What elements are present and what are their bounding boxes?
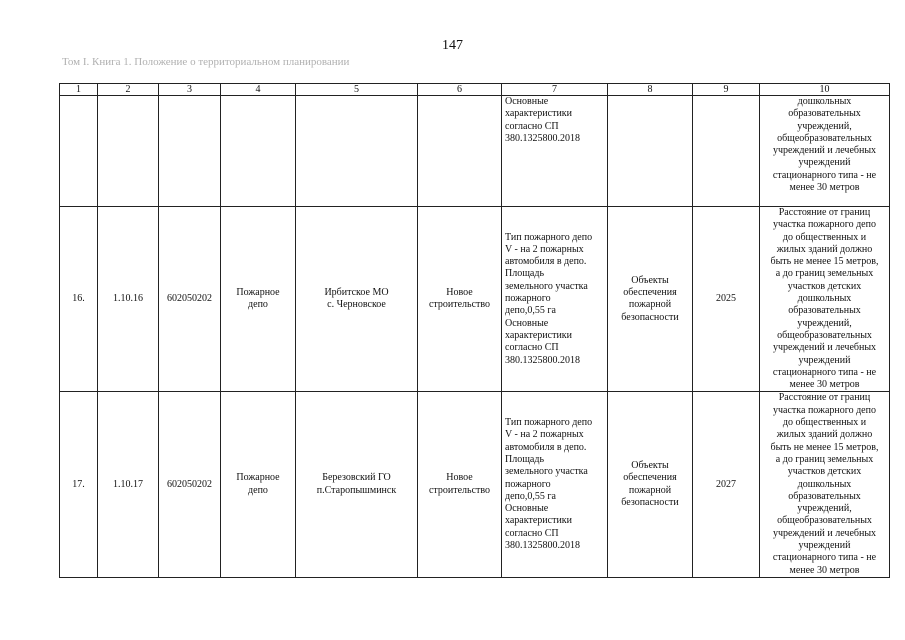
- text-line: учреждений и лечебных: [772, 145, 877, 157]
- text-line: до общественных и: [782, 417, 867, 429]
- text-line: участка пожарного депо: [773, 219, 876, 231]
- text-line: а до границ земельных: [775, 268, 874, 280]
- text-line: безопасности: [621, 496, 679, 508]
- okved-cell: 602050202: [159, 207, 221, 392]
- text-line: участков детских: [787, 466, 862, 478]
- text-line: образовательных: [788, 305, 861, 317]
- object-name-cell: [221, 392, 296, 577]
- year-cell: 2025: [693, 207, 760, 392]
- text-line: Расстояние от границ: [778, 207, 871, 218]
- data-table: [59, 83, 890, 578]
- text-line: образовательных: [788, 108, 861, 120]
- text-line: учреждений,: [797, 317, 852, 329]
- text-line: Пожарное: [236, 472, 280, 484]
- text-line: образовательных: [788, 490, 861, 502]
- text-line: обеспечения: [623, 286, 677, 298]
- text-line: учреждений,: [797, 503, 852, 515]
- text-line: характеристики: [505, 329, 573, 341]
- text-line: Площадь: [505, 453, 544, 465]
- text-line: Площадь: [505, 268, 544, 280]
- text-line: жилых зданий должно: [776, 429, 873, 441]
- text-line: автомобиля в депо.: [505, 441, 587, 453]
- table-row: [60, 392, 890, 577]
- object-name-cell: [221, 207, 296, 392]
- text-line: Березовский ГО: [322, 472, 391, 484]
- text-line: быть не менее 15 метров,: [770, 256, 879, 268]
- text-line: общеобразовательных: [777, 132, 872, 144]
- column-number: 2: [98, 84, 159, 96]
- page-number: 147: [442, 38, 463, 53]
- text-line: участка пожарного депо: [773, 404, 876, 416]
- text-line: учреждений и лечебных: [772, 527, 877, 539]
- text-line: безопасности: [621, 311, 679, 323]
- text-line: строительство: [428, 299, 491, 311]
- purpose-cell: [608, 207, 693, 392]
- text-line: 380.1325800.2018: [505, 132, 580, 144]
- text-line: жилых зданий должно: [776, 243, 873, 255]
- text-line: характеристики: [505, 108, 573, 120]
- text-line: 380.1325800.2018: [505, 540, 580, 552]
- continuation-row: [60, 96, 890, 207]
- text-line: Объекты: [631, 460, 669, 472]
- characteristics-cell: [502, 207, 608, 392]
- text-line: депо: [248, 299, 268, 311]
- text-line: характеристики: [505, 515, 573, 527]
- text-line: земельного участка: [505, 466, 588, 478]
- text-line: земельного участка: [505, 280, 588, 292]
- text-line: пожарной: [628, 484, 672, 496]
- table-cell: [608, 96, 693, 207]
- location-cell: [296, 207, 418, 392]
- text-line: дошкольных: [797, 478, 852, 490]
- location-cell: [296, 392, 418, 577]
- text-line: обеспечения: [623, 472, 677, 484]
- row-number-cell: 17.: [60, 392, 98, 577]
- construction-type-cell: [418, 207, 502, 392]
- text-line: а до границ земельных: [775, 453, 874, 465]
- column-number: 5: [296, 84, 418, 96]
- text-line: Пожарное: [236, 286, 280, 298]
- text-line: дошкольных: [797, 293, 852, 305]
- row-number-cell: 16.: [60, 207, 98, 392]
- sanitary-zone-cell: [760, 207, 890, 392]
- column-number: 4: [221, 84, 296, 96]
- text-line: быть не менее 15 метров,: [770, 441, 879, 453]
- okved-cell: 602050202: [159, 392, 221, 577]
- column-number: 10: [760, 84, 890, 96]
- text-line: Новое: [446, 286, 473, 298]
- sanitary-zone-cell: [760, 96, 890, 207]
- text-line: учреждений: [798, 157, 851, 169]
- text-line: V - на 2 пожарных: [505, 429, 584, 441]
- text-line: общеобразовательных: [777, 329, 872, 341]
- text-line: учреждений и лечебных: [772, 342, 877, 354]
- table-cell: [418, 96, 502, 207]
- table-cell: [693, 96, 760, 207]
- table-cell: [296, 96, 418, 207]
- text-line: Тип пожарного депо: [505, 231, 593, 243]
- text-line: депо,0,55 га: [505, 305, 556, 317]
- text-line: учреждений: [798, 354, 851, 366]
- text-line: с. Черновское: [327, 299, 386, 311]
- text-line: строительство: [428, 484, 491, 496]
- text-line: V - на 2 пожарных: [505, 243, 584, 255]
- table-cell: [60, 96, 98, 207]
- text-line: согласно СП: [505, 527, 559, 539]
- text-line: пожарной: [628, 299, 672, 311]
- text-line: согласно СП: [505, 342, 559, 354]
- column-number: 7: [502, 84, 608, 96]
- text-line: Объекты: [631, 274, 669, 286]
- table-row: [60, 207, 890, 392]
- text-line: Основные: [505, 503, 549, 515]
- text-line: стационарного типа - не: [772, 366, 877, 378]
- table-body: [60, 84, 890, 578]
- text-line: Тип пожарного депо: [505, 417, 593, 429]
- text-line: учреждений,: [797, 120, 852, 132]
- column-number: 6: [418, 84, 502, 96]
- text-line: участков детских: [787, 280, 862, 292]
- text-line: депо: [248, 484, 268, 496]
- construction-type-cell: [418, 392, 502, 577]
- text-line: Основные: [505, 317, 549, 329]
- text-line: менее 30 метров: [789, 379, 860, 391]
- text-line: менее 30 метров: [789, 182, 860, 194]
- column-number: 8: [608, 84, 693, 96]
- text-line: Ирбитское МО: [324, 286, 389, 298]
- running-header: Том I. Книга 1. Положение о территориальном планировании: [62, 56, 350, 68]
- characteristics-cell: [502, 96, 608, 207]
- text-line: стационарного типа - не: [772, 552, 877, 564]
- code-cell: 1.10.17: [98, 392, 159, 577]
- column-number: 9: [693, 84, 760, 96]
- column-number: 3: [159, 84, 221, 96]
- text-line: пожарного: [505, 293, 551, 305]
- text-line: Расстояние от границ: [778, 392, 871, 404]
- table-cell: [221, 96, 296, 207]
- text-line: согласно СП: [505, 120, 559, 132]
- text-line: Новое: [446, 472, 473, 484]
- text-line: п.Старопышминск: [316, 484, 397, 496]
- table-cell: [159, 96, 221, 207]
- text-line: Основные: [505, 96, 549, 107]
- text-line: 380.1325800.2018: [505, 354, 580, 366]
- text-line: стационарного типа - не: [772, 169, 877, 181]
- column-number: 1: [60, 84, 98, 96]
- text-line: менее 30 метров: [789, 564, 860, 576]
- table-cell: [98, 96, 159, 207]
- characteristics-cell: [502, 392, 608, 577]
- text-line: общеобразовательных: [777, 515, 872, 527]
- text-line: учреждений: [798, 540, 851, 552]
- sanitary-zone-cell: [760, 392, 890, 577]
- text-line: депо,0,55 га: [505, 490, 556, 502]
- purpose-cell: [608, 392, 693, 577]
- code-cell: 1.10.16: [98, 207, 159, 392]
- text-line: до общественных и: [782, 231, 867, 243]
- text-line: дошкольных: [797, 96, 852, 107]
- year-cell: 2027: [693, 392, 760, 577]
- text-line: автомобиля в депо.: [505, 256, 587, 268]
- text-line: пожарного: [505, 478, 551, 490]
- column-number-row: [60, 84, 890, 96]
